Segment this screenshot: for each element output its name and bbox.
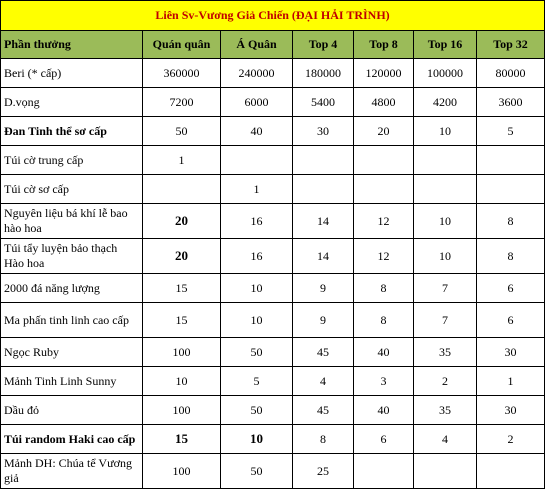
reward-value-cell: 2	[414, 367, 477, 396]
table-row	[1, 175, 545, 204]
table-row	[1, 204, 545, 239]
header-row	[1, 31, 545, 59]
reward-value-cell: 50	[221, 338, 293, 367]
reward-value-cell	[354, 146, 414, 175]
table-row	[1, 117, 545, 146]
reward-value-cell: 5	[221, 367, 293, 396]
reward-value-cell: 30	[477, 338, 545, 367]
reward-value-cell: 1	[477, 367, 545, 396]
reward-value-cell: 20	[354, 117, 414, 146]
reward-value-cell: 100	[143, 454, 221, 489]
reward-value-cell: 5400	[293, 88, 354, 117]
reward-value-cell: 30	[293, 117, 354, 146]
reward-value-cell: 1	[143, 146, 221, 175]
table-title: Liên Sv-Vương Giả Chiến (ĐẠI HẢI TRÌNH)	[1, 1, 545, 31]
reward-value-cell: 4200	[414, 88, 477, 117]
reward-value-cell: 20	[143, 204, 221, 239]
reward-value-cell	[221, 146, 293, 175]
reward-value-cell	[477, 146, 545, 175]
reward-name-cell: Nguyên liệu bá khí lễ bao hào hoa	[1, 204, 143, 239]
reward-value-cell: 4800	[354, 88, 414, 117]
reward-value-cell: 6000	[221, 88, 293, 117]
reward-value-cell: 180000	[293, 59, 354, 88]
column-header-top32: Top 32	[477, 31, 545, 59]
reward-name-cell: Túi cờ trung cấp	[1, 146, 143, 175]
reward-value-cell: 10	[414, 204, 477, 239]
reward-value-cell: 1	[221, 175, 293, 204]
reward-value-cell: 12	[354, 239, 414, 274]
reward-value-cell: 15	[143, 425, 221, 454]
reward-value-cell: 40	[354, 396, 414, 425]
reward-value-cell	[414, 454, 477, 489]
reward-value-cell: 16	[221, 239, 293, 274]
reward-name-cell: Túi tẩy luyện bảo thạch Hào hoa	[1, 239, 143, 274]
reward-value-cell: 5	[477, 117, 545, 146]
reward-value-cell: 8	[477, 204, 545, 239]
reward-value-cell: 100	[143, 396, 221, 425]
reward-value-cell	[477, 454, 545, 489]
table-row	[1, 274, 545, 303]
reward-value-cell: 12	[354, 204, 414, 239]
reward-value-cell: 14	[293, 239, 354, 274]
reward-value-cell: 6	[477, 303, 545, 338]
reward-value-cell: 4	[414, 425, 477, 454]
reward-value-cell: 120000	[354, 59, 414, 88]
reward-value-cell: 10	[221, 303, 293, 338]
reward-value-cell: 35	[414, 396, 477, 425]
column-header-top16: Top 16	[414, 31, 477, 59]
reward-value-cell: 8	[477, 239, 545, 274]
reward-value-cell: 25	[293, 454, 354, 489]
reward-name-cell: Đan Tinh thể sơ cấp	[1, 117, 143, 146]
reward-value-cell	[414, 146, 477, 175]
reward-name-cell: 2000 đá năng lượng	[1, 274, 143, 303]
reward-value-cell: 8	[354, 274, 414, 303]
reward-value-cell: 30	[477, 396, 545, 425]
reward-value-cell	[414, 175, 477, 204]
reward-name-cell: D.vọng	[1, 88, 143, 117]
table-row	[1, 338, 545, 367]
reward-value-cell: 8	[293, 425, 354, 454]
reward-value-cell	[293, 146, 354, 175]
table-row	[1, 303, 545, 338]
reward-value-cell: 20	[143, 239, 221, 274]
reward-value-cell: 100000	[414, 59, 477, 88]
reward-value-cell: 40	[221, 117, 293, 146]
reward-value-cell	[354, 175, 414, 204]
reward-value-cell: 10	[414, 239, 477, 274]
reward-name-cell: Túi cờ sơ cấp	[1, 175, 143, 204]
reward-value-cell: 9	[293, 274, 354, 303]
reward-name-cell: Ma phấn tinh linh cao cấp	[1, 303, 143, 338]
reward-value-cell	[293, 175, 354, 204]
table-row	[1, 425, 545, 454]
reward-name-cell: Beri (* cấp)	[1, 59, 143, 88]
column-header-top8: Top 8	[354, 31, 414, 59]
title-row	[1, 1, 545, 31]
reward-value-cell: 9	[293, 303, 354, 338]
reward-value-cell: 50	[221, 396, 293, 425]
reward-value-cell: 7	[414, 303, 477, 338]
table-row	[1, 396, 545, 425]
column-header-runner-up: Á Quân	[221, 31, 293, 59]
table-row	[1, 454, 545, 489]
reward-value-cell: 6	[477, 274, 545, 303]
reward-name-cell: Mảnh Tinh Linh Sunny	[1, 367, 143, 396]
reward-value-cell: 360000	[143, 59, 221, 88]
reward-value-cell: 16	[221, 204, 293, 239]
reward-value-cell: 10	[221, 274, 293, 303]
reward-value-cell: 7	[414, 274, 477, 303]
table-row	[1, 146, 545, 175]
reward-value-cell: 45	[293, 338, 354, 367]
reward-value-cell: 35	[414, 338, 477, 367]
reward-value-cell: 10	[221, 425, 293, 454]
reward-value-cell: 3600	[477, 88, 545, 117]
reward-value-cell: 10	[414, 117, 477, 146]
reward-value-cell: 14	[293, 204, 354, 239]
column-header-reward: Phần thưởng	[1, 31, 143, 59]
reward-value-cell: 3	[354, 367, 414, 396]
reward-value-cell: 10	[143, 367, 221, 396]
reward-name-cell: Túi random Haki cao cấp	[1, 425, 143, 454]
reward-value-cell: 8	[354, 303, 414, 338]
reward-value-cell: 6	[354, 425, 414, 454]
reward-value-cell: 40	[354, 338, 414, 367]
table-row	[1, 239, 545, 274]
reward-value-cell: 4	[293, 367, 354, 396]
reward-value-cell	[354, 454, 414, 489]
reward-name-cell: Ngọc Ruby	[1, 338, 143, 367]
reward-value-cell: 80000	[477, 59, 545, 88]
reward-value-cell: 100	[143, 338, 221, 367]
reward-value-cell: 15	[143, 303, 221, 338]
reward-value-cell: 240000	[221, 59, 293, 88]
column-header-champion: Quán quân	[143, 31, 221, 59]
table-row	[1, 367, 545, 396]
reward-value-cell: 50	[221, 454, 293, 489]
reward-name-cell: Dầu đỏ	[1, 396, 143, 425]
reward-value-cell: 2	[477, 425, 545, 454]
reward-value-cell: 15	[143, 274, 221, 303]
column-header-top4: Top 4	[293, 31, 354, 59]
reward-value-cell: 45	[293, 396, 354, 425]
reward-value-cell	[143, 175, 221, 204]
table-row	[1, 59, 545, 88]
table-row	[1, 88, 545, 117]
reward-value-cell	[477, 175, 545, 204]
reward-value-cell: 50	[143, 117, 221, 146]
reward-value-cell: 7200	[143, 88, 221, 117]
reward-name-cell: Mảnh DH: Chúa tể Vương giả	[1, 454, 143, 489]
